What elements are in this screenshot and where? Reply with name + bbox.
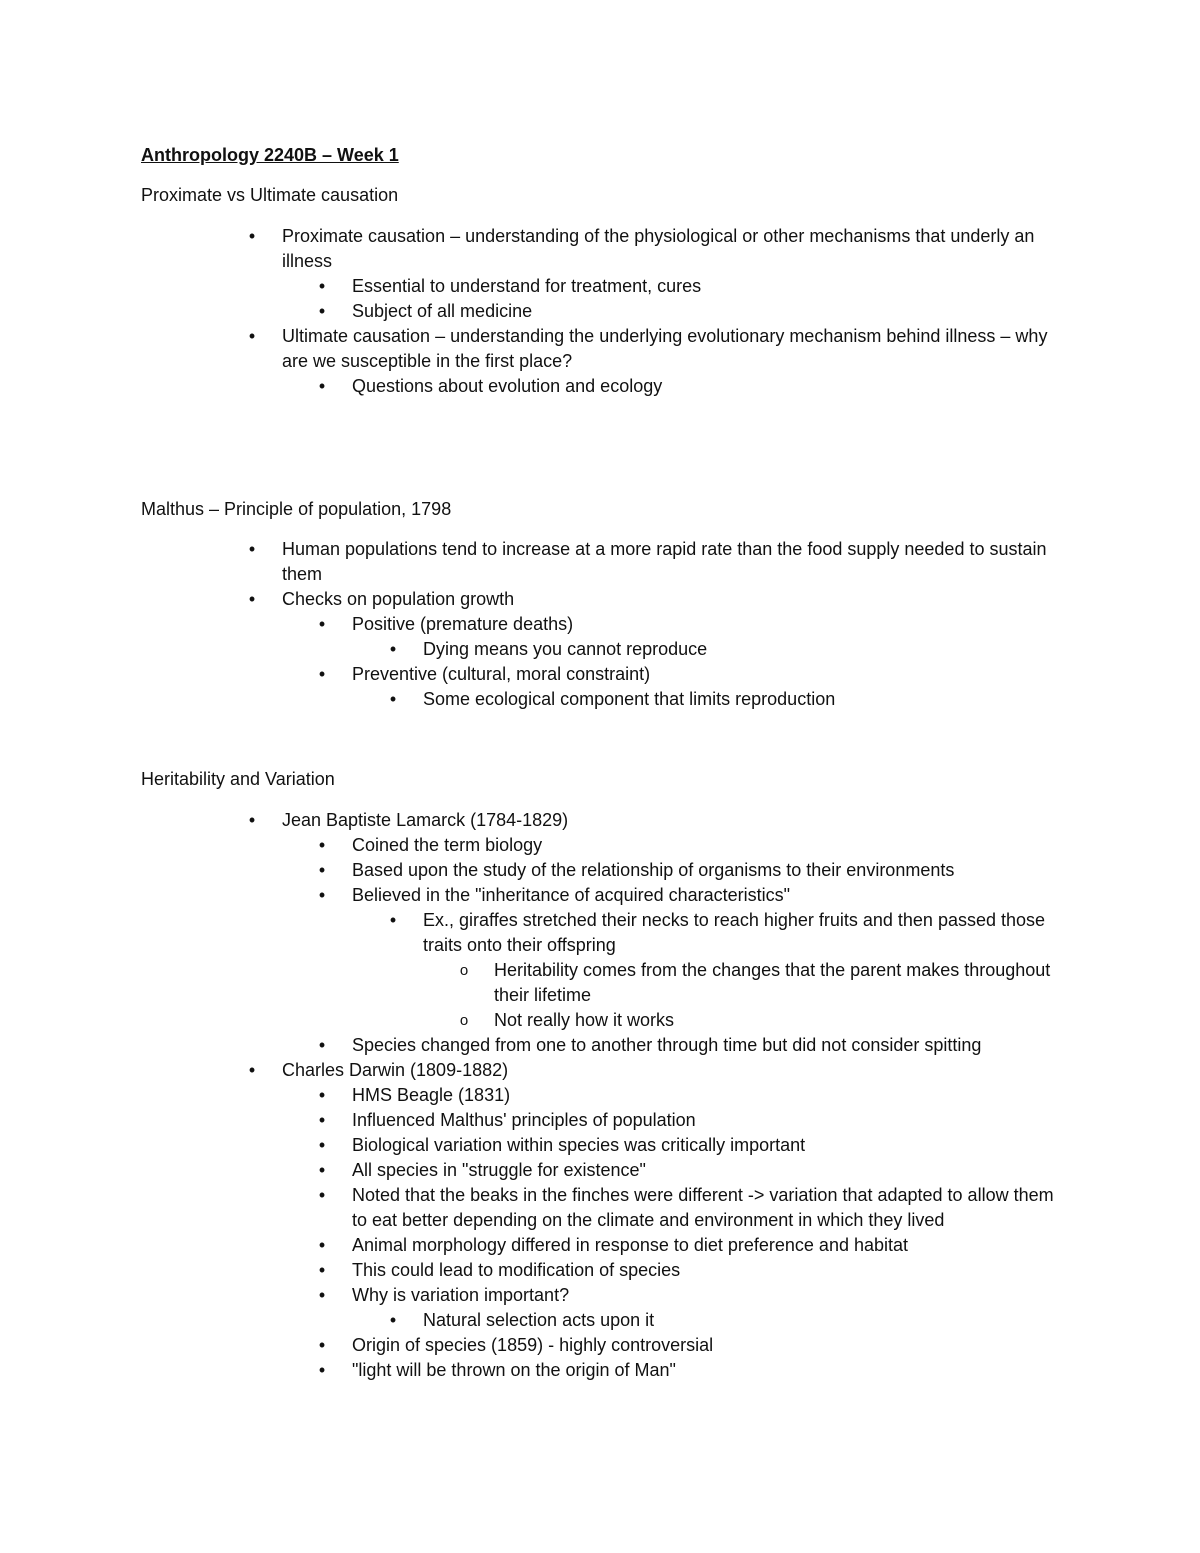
list-item-text: Essential to understand for treatment, cures — [352, 276, 702, 296]
list-item-text: Noted that the beaks in the finches were different -> variation that adapted to allow them to eat better depending on the climate and environment in which they lived — [352, 1185, 1054, 1230]
bullet-icon: • — [318, 1085, 326, 1105]
list-item-text: Heritability comes from the changes that the parent makes throughout their lifetime — [494, 960, 1051, 1005]
list-item — [0, 1358, 1200, 1383]
list-item — [0, 1308, 1200, 1333]
list-item — [0, 637, 1200, 662]
bullet-icon: • — [318, 1335, 326, 1355]
list-item-text: Some ecological component that limits reproduction — [423, 689, 836, 709]
list-item-text: Checks on population growth — [282, 589, 515, 609]
list-item-text: Origin of species (1859) - highly controversial — [352, 1335, 714, 1355]
bullet-icon: • — [318, 1185, 326, 1205]
list-item — [0, 858, 1200, 883]
bullet-icon: • — [318, 614, 326, 634]
list-item-text: This could lead to modification of species — [352, 1260, 681, 1280]
list-item-text: Not really how it works — [494, 1010, 675, 1030]
list-item — [0, 324, 1200, 374]
list-item — [0, 833, 1200, 858]
list-item-text: Questions about evolution and ecology — [352, 376, 663, 396]
list-item-text: Human populations tend to increase at a more rapid rate than the food supply needed to sustain them — [282, 539, 1047, 584]
bullet-icon: • — [318, 276, 326, 296]
list-item-text: Species changed from one to another through time but did not consider spitting — [352, 1035, 982, 1055]
bullet-icon: • — [318, 885, 326, 905]
list-item — [0, 808, 1200, 833]
bullet-icon: • — [318, 1285, 326, 1305]
list-item — [0, 1158, 1200, 1183]
list-item-text: Charles Darwin (1809-1882) — [282, 1060, 509, 1080]
list-item-text: Ex., giraffes stretched their necks to reach higher fruits and then passed those traits onto their offspring — [423, 910, 1046, 955]
list-item-text: Positive (premature deaths) — [352, 614, 574, 634]
list-item — [0, 1133, 1200, 1158]
bullet-icon: • — [248, 539, 256, 559]
list-item — [0, 224, 1200, 274]
list-item-text: Ultimate causation – understanding the underlying evolutionary mechanism behind illness – why are we susceptible in the first place? — [282, 326, 1048, 371]
bullet-icon: • — [318, 1135, 326, 1155]
bullet-icon: • — [318, 376, 326, 396]
list-item-text: Jean Baptiste Lamarck (1784-1829) — [282, 810, 569, 830]
bullet-icon: • — [318, 1260, 326, 1280]
list-item — [0, 612, 1200, 637]
bullet-icon: • — [318, 1360, 326, 1380]
bullet-icon: • — [389, 639, 397, 659]
list-item — [0, 299, 1200, 324]
list-item — [0, 1058, 1200, 1083]
list-item — [0, 1108, 1200, 1133]
bullet-icon: • — [389, 689, 397, 709]
list-item-text: Influenced Malthus' principles of population — [352, 1110, 696, 1130]
list-item-text: "light will be thrown on the origin of Man" — [352, 1360, 676, 1380]
bullet-icon: • — [248, 226, 256, 246]
list-item-text: Why is variation important? — [352, 1285, 570, 1305]
bullet-icon: • — [389, 1310, 397, 1330]
section-heading: Heritability and Variation — [141, 769, 335, 789]
list-item-text: Preventive (cultural, moral constraint) — [352, 664, 651, 684]
list-item-text: Proximate causation – understanding of the physiological or other mechanisms that underly an illness — [282, 226, 1035, 271]
list-item-text: Animal morphology differed in response to diet preference and habitat — [352, 1235, 909, 1255]
bullet-icon: • — [248, 589, 256, 609]
list-item — [0, 958, 1200, 1008]
hollow-bullet-icon: o — [459, 962, 469, 979]
document-title: Anthropology 2240B – Week 1 — [141, 145, 399, 165]
section-heading: Malthus – Principle of population, 1798 — [141, 499, 452, 519]
bullet-icon: • — [318, 664, 326, 684]
list-item — [0, 1183, 1200, 1233]
list-item-text: Based upon the study of the relationship of organisms to their environments — [352, 860, 955, 880]
list-item-text: Believed in the "inheritance of acquired characteristics" — [352, 885, 791, 905]
bullet-icon: • — [318, 1110, 326, 1130]
list-item-text: Biological variation within species was critically important — [352, 1135, 806, 1155]
bullet-icon: • — [318, 1235, 326, 1255]
list-item — [0, 1008, 1200, 1033]
list-item — [0, 908, 1200, 958]
list-item-text: Subject of all medicine — [352, 301, 533, 321]
bullet-icon: • — [248, 810, 256, 830]
bullet-icon: • — [248, 1060, 256, 1080]
list-item — [0, 687, 1200, 712]
bullet-icon: • — [318, 1035, 326, 1055]
list-item-text: Dying means you cannot reproduce — [423, 639, 708, 659]
bullet-list — [0, 224, 1200, 399]
bullet-icon: • — [248, 326, 256, 346]
hollow-bullet-icon: o — [459, 1012, 469, 1029]
list-item-text: Coined the term biology — [352, 835, 543, 855]
list-item-text: Natural selection acts upon it — [423, 1310, 655, 1330]
list-item-text: HMS Beagle (1831) — [352, 1085, 511, 1105]
list-item — [0, 587, 1200, 612]
list-item — [0, 1083, 1200, 1108]
list-item — [0, 1258, 1200, 1283]
list-item — [0, 537, 1200, 587]
list-item — [0, 374, 1200, 399]
list-item — [0, 1283, 1200, 1308]
list-item — [0, 1333, 1200, 1358]
section-heading: Proximate vs Ultimate causation — [141, 185, 399, 205]
bullet-icon: • — [318, 835, 326, 855]
list-item — [0, 274, 1200, 299]
list-item — [0, 1033, 1200, 1058]
list-item — [0, 662, 1200, 687]
bullet-icon: • — [318, 301, 326, 321]
list-item — [0, 1233, 1200, 1258]
list-item — [0, 883, 1200, 908]
bullet-icon: • — [318, 860, 326, 880]
bullet-icon: • — [389, 910, 397, 930]
list-item-text: All species in "struggle for existence" — [352, 1160, 646, 1180]
bullet-list — [0, 808, 1200, 1383]
bullet-icon: • — [318, 1160, 326, 1180]
bullet-list — [0, 537, 1200, 712]
